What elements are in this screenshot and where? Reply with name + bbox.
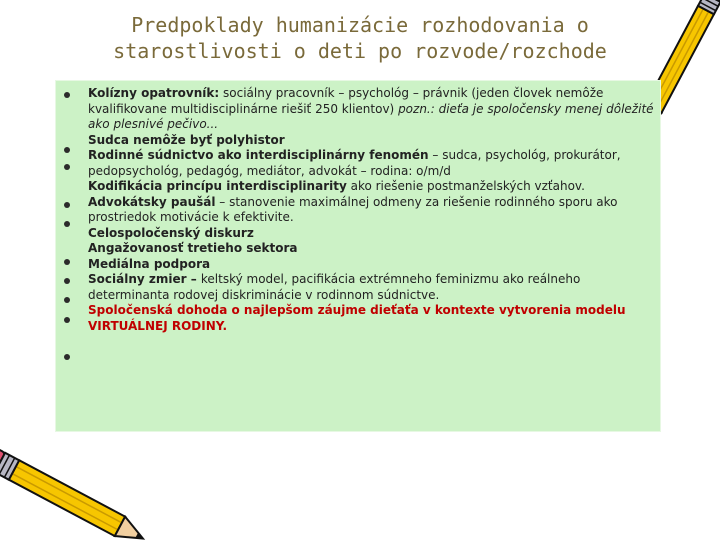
bullet	[64, 317, 70, 323]
bullet	[64, 92, 70, 98]
bullet	[64, 259, 70, 265]
list-item: Rodinné súdnictvo ako interdisciplinárny fenomén – sudca, psychológ, prokurátor, pedopsychológ, pedagóg, mediátor, advokát – rodina: o/m/d	[88, 148, 621, 178]
content-panel	[55, 80, 661, 432]
list-item: Kolízny opatrovník: sociálny pracovník – psychológ – právnik (jeden človek nemôže kvalifikovane multidisciplinárne riešiť 250 klientov) pozn.: dieťa je spoločensky menej dôležité ako plesnivé pečivo...	[88, 86, 654, 131]
list-item: Spoločenská dohoda o najlepšom záujme dieťaťa v kontexte vytvorenia modelu VIRTUÁLNEJ RODINY.	[88, 303, 626, 333]
bullet	[64, 202, 70, 208]
bullet	[64, 297, 70, 303]
list-item: Mediálna podpora	[88, 256, 211, 271]
slide-title	[60, 12, 660, 64]
bullet-text-column	[88, 86, 656, 334]
bullet	[64, 354, 70, 360]
title-line-1: Predpoklady humanizácie rozhodovania o	[131, 13, 589, 37]
list-item: Advokátsky paušál – stanovenie maximálnej odmeny za riešenie rodinného sporu ako prostriedok motivácie k efektivite.	[88, 194, 618, 224]
pencil-icon	[0, 440, 170, 540]
bullet	[64, 278, 70, 284]
list-item: Sociálny zmier – keltský model, pacifikácia extrémneho feminizmu ako reálneho determinanta rodovej diskriminácie v rodinnom súdnictve.	[88, 272, 581, 302]
list-item: Kodifikácia princípu interdisciplinarity ako riešenie postmanželských vzťahov.	[88, 179, 585, 193]
list-item: Celospoločenský diskurz	[88, 225, 254, 240]
bullet	[64, 221, 70, 227]
bullet	[64, 164, 70, 170]
title-line-2: starostlivosti o deti po rozvode/rozchode	[113, 39, 607, 63]
bullet	[64, 147, 70, 153]
list-item: Sudca nemôže byť polyhistor	[88, 132, 285, 147]
list-item: Angažovanosť tretieho sektora	[88, 241, 298, 255]
